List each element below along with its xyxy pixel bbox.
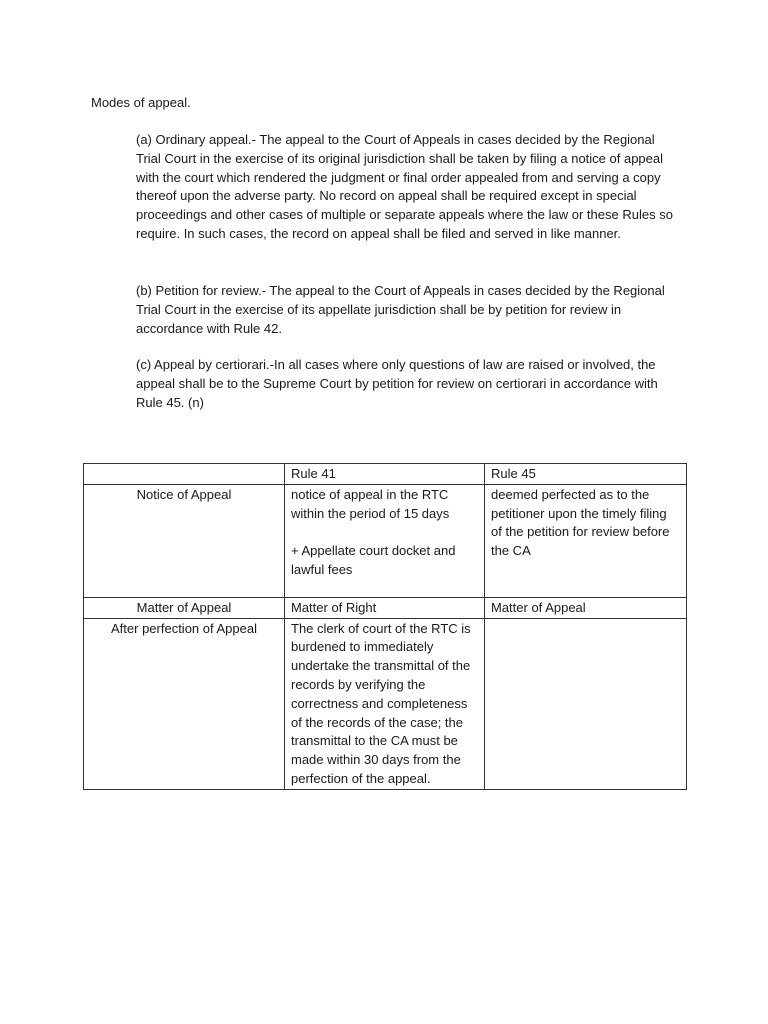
paragraph-appeal-by-certiorari: (c) Appeal by certiorari.-In all cases where only questions of law are raised or involved, the appeal shall be to the Supreme Court by petition for review on certiorari in accordance with Rule 45. (n)	[136, 357, 658, 410]
cell-rule41-notice-line2: + Appellate court docket and lawful fees	[291, 543, 456, 577]
row-label-notice-of-appeal: Notice of Appeal	[84, 484, 285, 597]
cell-rule41-notice-line1: notice of appeal in the RTC within the period of 15 days	[291, 486, 450, 521]
cell-rule45-notice: deemed perfected as to the petitioner upon the timely filing of the petition for review before the CA	[485, 484, 687, 597]
section-heading: Modes of appeal.	[91, 95, 191, 110]
header-cell-rule41: Rule 41	[285, 464, 485, 485]
paragraph-ordinary-appeal: (a) Ordinary appeal.- The appeal to the Court of Appeals in cases decided by the Regional Trial Court in the exercise of its original jurisdiction shall be taken by filing a notice of appeal with the court which rendered the judgment or final order appealed from and serving a copy thereof upon the adverse party. No record on appeal shall be required except in special proceedings and other cases of multiple or separate appeals where the law or these Rules so require. In such cases, the record on appeal shall be filed and served in like manner.	[136, 132, 673, 241]
header-cell-rule45: Rule 45	[485, 464, 687, 485]
table-row	[84, 618, 687, 789]
paragraph-petition-for-review: (b) Petition for review.- The appeal to the Court of Appeals in cases decided by the Regional Trial Court in the exercise of its appellate jurisdiction shall be by petition for review in accordance with Rule 42.	[136, 283, 665, 336]
row-label-matter-of-appeal: Matter of Appeal	[84, 597, 285, 618]
cell-rule45-matter: Matter of Appeal	[485, 597, 687, 618]
table-row	[84, 484, 687, 597]
cell-rule41-notice	[285, 484, 485, 597]
cell-rule41-after: The clerk of court of the RTC is burdened to immediately undertake the transmittal of the records by verifying the correctness and completeness of the records of the case; the transmittal to the CA must be made within 30 days from the perfection of the appeal.	[285, 618, 485, 789]
cell-spacer	[291, 523, 478, 542]
comparison-table	[83, 463, 687, 790]
cell-rule45-after	[485, 618, 687, 789]
header-cell-empty	[84, 464, 285, 485]
cell-rule41-matter: Matter of Right	[285, 597, 485, 618]
row-label-after-perfection: After perfection of Appeal	[84, 618, 285, 789]
table-row	[84, 597, 687, 618]
table-header-row	[84, 464, 687, 485]
